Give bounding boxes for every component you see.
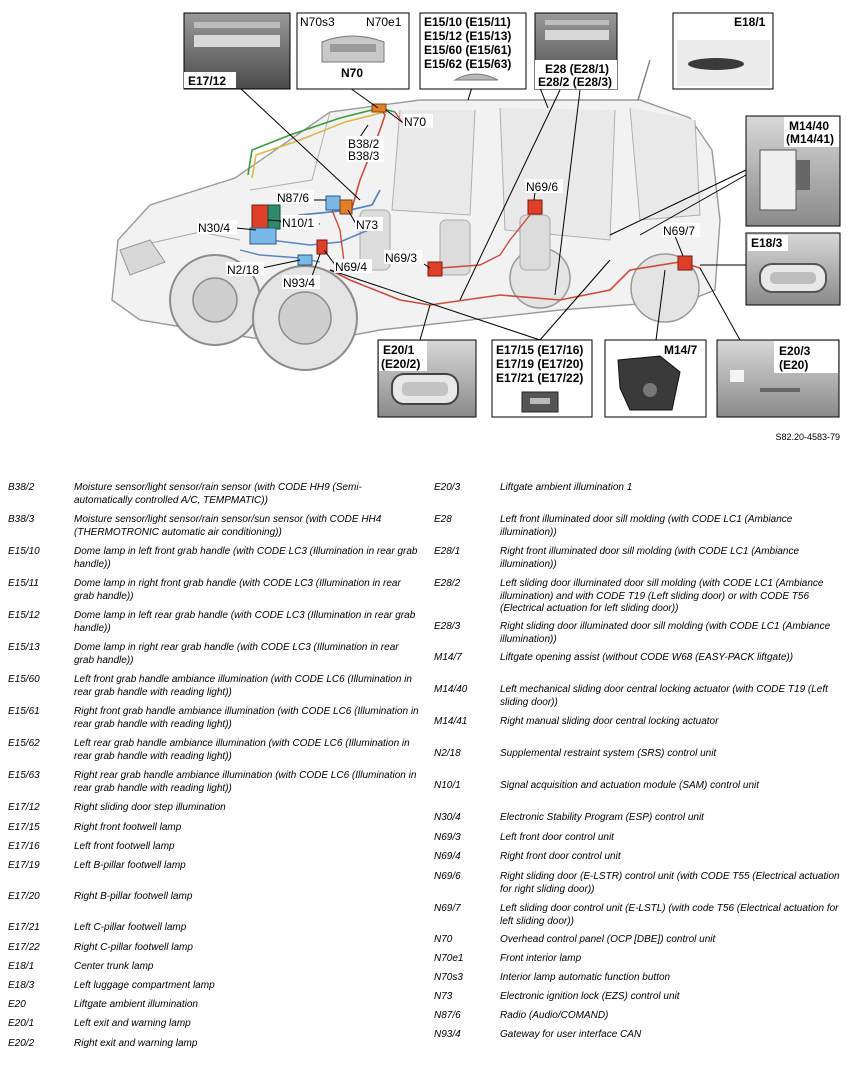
callout-m14-41: (M14/41) (786, 132, 835, 146)
legend-row (434, 1010, 844, 1023)
legend-description: Right sliding door illuminated door sill molding (with CODE LC1 (Ambiance illumination)) (500, 621, 831, 645)
callout-b38-3: B38/3 (348, 149, 380, 163)
legend-row (8, 546, 420, 571)
legend-description: Left front grab handle ambiance illumination (with CODE LC6 (Illumination in rear grab handle with reading light)) (74, 674, 412, 698)
legend-description: Right rear grab handle ambiance illumination (with CODE LC6 (Illumination in rear grab handle with reading light)) (74, 770, 417, 794)
legend-code: E17/22 (8, 942, 40, 953)
legend-row (434, 953, 844, 966)
photo-box-e18-3 (746, 233, 840, 305)
legend-code: N73 (434, 991, 453, 1002)
legend-row (8, 802, 420, 815)
legend-description: Right B-pillar footwell lamp (74, 891, 193, 902)
callout-e15-a: E15/10 (E15/11) (424, 15, 511, 29)
photo-box-m14-40 (746, 116, 840, 226)
photo-box-m14-7 (605, 340, 706, 417)
callout-n73: N73 (356, 218, 379, 232)
callout-e18-3: E18/3 (751, 236, 783, 250)
legend-code: B38/3 (8, 514, 35, 525)
legend-code: E15/10 (8, 546, 40, 557)
callout-e15-b: E15/12 (E15/13) (424, 29, 512, 43)
callout-n69-6: N69/6 (526, 180, 559, 194)
legend-description: Dome lamp in right front grab handle (with CODE LC3 (Illumination in rear grab handle)) (74, 578, 401, 602)
legend-code: B38/2 (8, 482, 35, 493)
legend-row (434, 832, 844, 845)
legend-row (8, 961, 420, 974)
legend-row (434, 514, 844, 539)
callout-n69-7: N69/7 (663, 224, 696, 238)
photo-box-e18-1 (673, 13, 773, 89)
callout-e17-19: E17/19 (E17/20) (496, 357, 584, 371)
legend-description: Dome lamp in left rear grab handle (with CODE LC3 (Illumination in rear grab handle)) (74, 610, 416, 634)
legend-code: E15/61 (8, 706, 40, 717)
legend-code: E20/2 (8, 1038, 35, 1049)
legend-description: Gateway for user interface CAN (500, 1029, 642, 1040)
legend-description: Left mechanical sliding door central locking actuator (with CODE T19 (Left sliding door)) (500, 684, 828, 708)
legend-row (434, 578, 844, 616)
photo-box-e20-3 (717, 340, 839, 417)
legend-description: Left sliding door illuminated door sill molding (with CODE LC1 (Ambiance illumination) and with CODE T19 (Left sliding door) or with CODE T56 (Electrical actuation for left sliding door)) (500, 578, 824, 614)
legend-code: E18/1 (8, 961, 35, 972)
legend-description: Front interior lamp (500, 953, 582, 964)
legend-code: E28 (434, 514, 452, 525)
legend-code: E18/3 (8, 980, 35, 991)
legend-row (8, 999, 420, 1012)
callout-n10-1: N10/1 (282, 216, 315, 230)
callout-n70e1: N70e1 (366, 15, 402, 29)
legend-description: Right exit and warning lamp (74, 1038, 198, 1049)
legend-description: Left B-pillar footwell lamp (74, 860, 186, 871)
legend-description: Moisture sensor/light sensor/rain sensor (with CODE HH9 (Semi-automatically controlled A/C, TEMPMATIC)) (74, 482, 362, 506)
photo-box-n70 (297, 13, 409, 89)
legend-code: E28/3 (434, 621, 461, 632)
legend-row (8, 860, 420, 873)
legend-row (434, 748, 844, 761)
component-location-diagram (0, 0, 852, 448)
callout-n70: N70 (404, 115, 427, 129)
legend-row (434, 991, 844, 1004)
legend-row (8, 514, 420, 539)
callout-e18-1: E18/1 (734, 15, 766, 29)
callout-e15-d: E15/62 (E15/63) (424, 57, 512, 71)
legend-row (434, 851, 844, 864)
legend-description: Liftgate ambient illumination (74, 999, 198, 1010)
legend-description: Left C-pillar footwell lamp (74, 922, 187, 933)
legend-description: Right manual sliding door central locking actuator (500, 716, 719, 727)
legend-code: E15/60 (8, 674, 40, 685)
callout-b38-2: B38/2 (348, 137, 380, 151)
legend-code: E20/3 (434, 482, 461, 493)
callout-e28-a: E28 (E28/1) (545, 62, 610, 76)
callout-n87-6: N87/6 (277, 191, 310, 205)
legend-description: Supplemental restraint system (SRS) control unit (500, 748, 717, 759)
legend-code: E15/63 (8, 770, 40, 781)
legend-code: N2/18 (434, 748, 461, 759)
legend-code: E17/15 (8, 822, 40, 833)
legend-description: Right sliding door step illumination (74, 802, 226, 813)
photo-box-e17-12 (184, 13, 290, 89)
legend-code: N93/4 (434, 1029, 461, 1040)
callout-m14-7: M14/7 (664, 343, 698, 357)
callout-n69-4: N69/4 (335, 260, 368, 274)
callout-e20: (E20) (779, 358, 809, 372)
legend-description: Moisture sensor/light sensor/rain sensor/sun sensor (with CODE HH4 (THERMOTRONIC automatic air conditioning)) (74, 514, 382, 538)
legend-row (8, 578, 420, 603)
legend-row (8, 642, 420, 667)
callout-e17-15: E17/15 (E17/16) (496, 343, 584, 357)
callout-e20-3: E20/3 (779, 344, 811, 358)
legend-row (8, 922, 420, 935)
photo-box-e17-15 (492, 340, 592, 417)
legend-row (434, 482, 844, 495)
callout-n69-3: N69/3 (385, 251, 418, 265)
legend-row (434, 871, 844, 896)
legend-description: Right front illuminated door sill molding (with CODE LC1 (Ambiance illumination)) (500, 546, 800, 570)
legend-description: Left front illuminated door sill molding (with CODE LC1 (Ambiance illumination)) (500, 514, 793, 538)
legend-row (434, 1029, 844, 1042)
legend-code: N69/6 (434, 871, 461, 882)
legend-description: Left rear grab handle ambiance illumination (with CODE LC6 (Illumination in rear grab handle with reading light)) (74, 738, 410, 762)
photo-box-e28 (535, 13, 617, 89)
legend-row (8, 891, 420, 904)
legend-code: N70e1 (434, 953, 464, 964)
legend-description: Radio (Audio/COMAND) (500, 1010, 609, 1021)
callout-e17-21: E17/21 (E17/22) (496, 371, 584, 385)
legend-row (8, 482, 420, 507)
legend-description: Liftgate ambient illumination 1 (500, 482, 633, 493)
legend-description: Center trunk lamp (74, 961, 154, 972)
legend-code: E15/11 (8, 578, 39, 589)
legend-code: M14/40 (434, 684, 468, 695)
legend-description: Overhead control panel (OCP [DBE]) control unit (500, 934, 716, 945)
legend-row (434, 903, 844, 928)
legend-description: Dome lamp in left front grab handle (with CODE LC3 (Illumination in rear grab handle)) (74, 546, 418, 570)
legend-row (8, 674, 420, 699)
legend-description: Left sliding door control unit (E-LSTL) (with code T56 (Electrical actuation for left sliding door)) (500, 903, 839, 927)
legend-code: N10/1 (434, 780, 461, 791)
legend-code: M14/7 (434, 652, 462, 663)
callout-e20-2: (E20/2) (381, 357, 421, 371)
legend-code: M14/41 (434, 716, 468, 727)
legend-row (434, 621, 844, 646)
legend-code: N30/4 (434, 812, 461, 823)
legend-code: N69/4 (434, 851, 461, 862)
figure-id: S82.20-4583-79 (775, 432, 840, 442)
legend-description: Dome lamp in right rear grab handle (with CODE LC3 (Illumination in rear grab handle)) (74, 642, 399, 666)
legend-row (8, 980, 420, 993)
legend-code: E15/12 (8, 610, 40, 621)
legend-row (434, 546, 844, 571)
vehicle-silhouette (112, 60, 720, 370)
legend-code: E17/19 (8, 860, 40, 871)
legend-code: E17/16 (8, 841, 40, 852)
legend-code: E20/1 (8, 1018, 35, 1029)
callout-e17-12: E17/12 (188, 74, 227, 88)
legend-description: Liftgate opening assist (without CODE W68 (EASY-PACK liftgate)) (500, 652, 794, 663)
legend-row (8, 1018, 420, 1031)
legend-description: Right front door control unit (500, 851, 621, 862)
legend-description: Signal acquisition and actuation module (SAM) control unit (500, 780, 760, 791)
callout-e15-c: E15/60 (E15/61) (424, 43, 512, 57)
legend-row (8, 738, 420, 763)
legend-row (434, 684, 844, 709)
legend-code: N69/3 (434, 832, 461, 843)
legend-row (434, 934, 844, 947)
legend-code: E17/12 (8, 802, 40, 813)
legend-description: Left luggage compartment lamp (74, 980, 215, 991)
legend-row (434, 652, 844, 665)
legend-code: N87/6 (434, 1010, 461, 1021)
legend-row (8, 610, 420, 635)
legend-code: E15/62 (8, 738, 40, 749)
legend-code: N70s3 (434, 972, 463, 983)
legend-code: E28/1 (434, 546, 461, 557)
legend-row (434, 812, 844, 825)
callout-n70-panel: N70 (341, 66, 364, 80)
legend-description: Right front footwell lamp (74, 822, 182, 833)
callout-e28-b: E28/2 (E28/3) (538, 75, 613, 89)
legend-row (434, 780, 844, 793)
legend-description: Left front door control unit (500, 832, 614, 843)
callout-n30-4: N30/4 (198, 221, 231, 235)
photo-box-e15 (420, 13, 526, 89)
legend-code: N69/7 (434, 903, 461, 914)
legend-row (8, 942, 420, 955)
legend-row (8, 822, 420, 835)
photo-box-e20-1 (378, 340, 476, 417)
legend-description: Right front grab handle ambiance illumination (with CODE LC6 (Illumination in rear grab handle with reading light)) (74, 706, 419, 730)
legend-code: E17/21 (8, 922, 40, 933)
callout-m14-40: M14/40 (789, 119, 830, 133)
legend-description: Left front footwell lamp (74, 841, 175, 852)
legend-description: Right C-pillar footwell lamp (74, 942, 193, 953)
legend-code: E28/2 (434, 578, 461, 589)
callout-n2-18: N2/18 (227, 263, 260, 277)
legend-description: Interior lamp automatic function button (500, 972, 671, 983)
legend-row (8, 706, 420, 731)
legend-row (8, 770, 420, 795)
legend-row (8, 841, 420, 854)
callout-e20-1: E20/1 (383, 343, 415, 357)
legend-code: N70 (434, 934, 453, 945)
legend-description: Electronic Stability Program (ESP) control unit (500, 812, 704, 823)
legend-row (434, 972, 844, 985)
legend-description: Right sliding door (E-LSTR) control unit (with CODE T55 (Electrical actuation for right sliding door)) (500, 871, 840, 895)
legend-row (434, 716, 844, 729)
legend-row (8, 1038, 420, 1051)
callout-n93-4: N93/4 (283, 276, 316, 290)
legend-description: Electronic ignition lock (EZS) control unit (500, 991, 680, 1002)
legend-code: E17/20 (8, 891, 40, 902)
callout-n70s3: N70s3 (300, 15, 335, 29)
legend-description: Left exit and warning lamp (74, 1018, 191, 1029)
legend-code: E15/13 (8, 642, 40, 653)
legend-code: E20 (8, 999, 26, 1010)
